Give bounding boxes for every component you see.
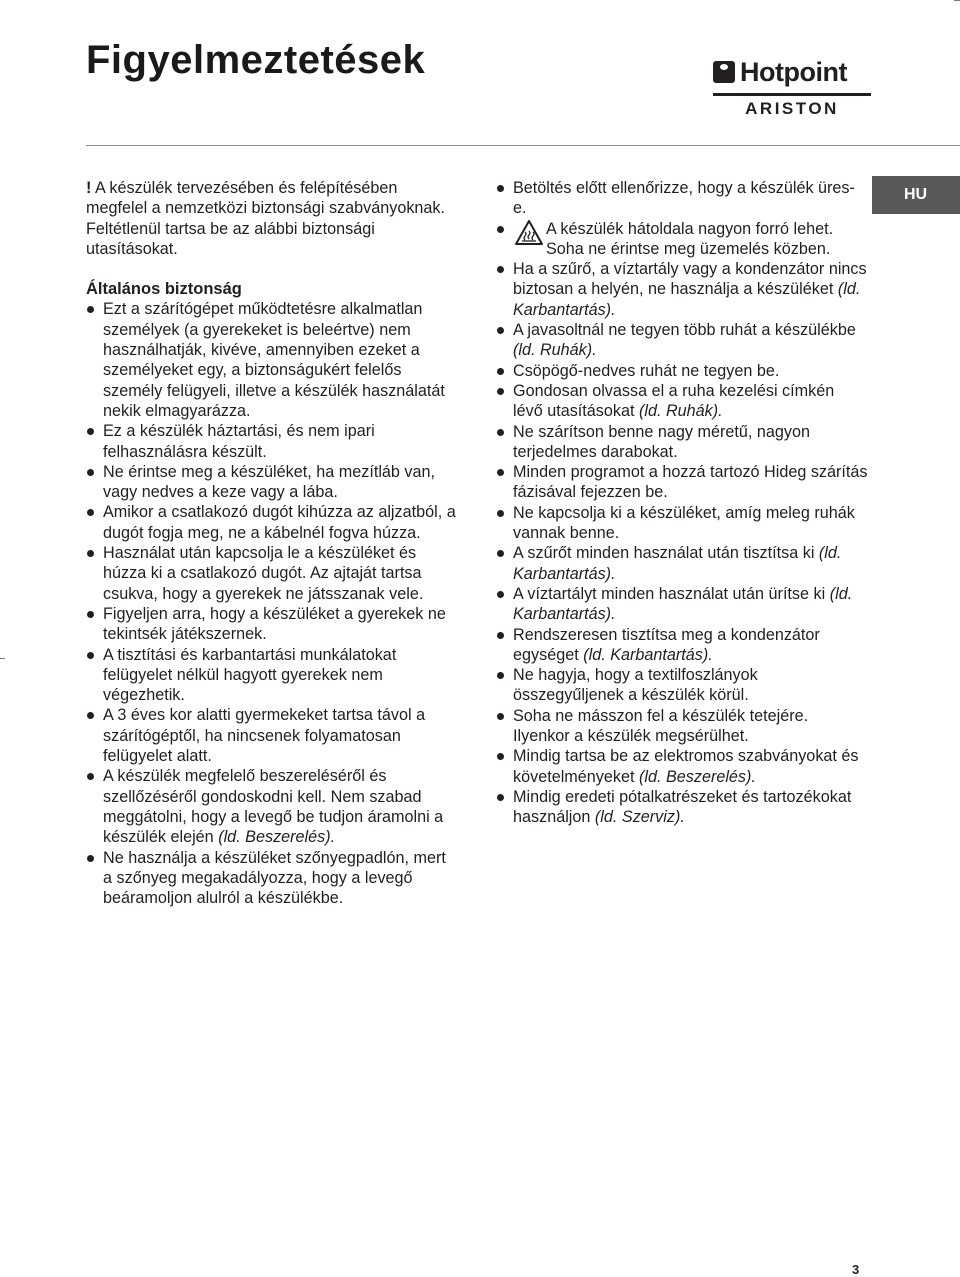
list-item bbox=[496, 746, 868, 787]
list-item bbox=[86, 502, 456, 543]
list-item-text: Ez a készülék háztartási, és nem ipari felhasználásra készült. bbox=[103, 422, 375, 461]
list-item-text: Soha ne másszon fel a készülék tetejére. Ilyenkor a készülék megsérülhet. bbox=[513, 706, 809, 746]
list-item bbox=[496, 584, 868, 625]
brand-logo bbox=[713, 55, 871, 125]
corner-tick bbox=[954, 0, 960, 1]
list-item-text: Ne hagyja, hogy a textilfoszlányok összegyűljenek a készülék körül. bbox=[513, 666, 758, 705]
list-item bbox=[496, 787, 868, 828]
logo-divider bbox=[713, 93, 871, 96]
list-item bbox=[496, 361, 868, 381]
hotpoint-mark-icon bbox=[713, 61, 735, 83]
warning-text: A készülék hátoldala nagyon forró lehet. Soha ne érintse meg üzemelés közben. bbox=[546, 219, 834, 258]
list-item-text: Figyeljen arra, hogy a készüléket a gyerekek ne tekintsék játékszernek. bbox=[103, 604, 446, 644]
margin-tick bbox=[0, 658, 5, 659]
list-item-text: A víztartályt minden használat után ürítse ki bbox=[513, 584, 830, 603]
list-item-text: Gondosan olvassa el a ruha kezelési címkén lévő utasításokat bbox=[513, 381, 835, 421]
cross-reference: (ld. Beszerelés). bbox=[638, 767, 756, 786]
list-item bbox=[496, 665, 868, 706]
list-item-text: Mindig eredeti pótalkatrészeket és tartozékokat használjon bbox=[513, 787, 852, 827]
brand-name: Hotpoint bbox=[740, 56, 847, 87]
language-tab: HU bbox=[872, 176, 960, 214]
brand-subname: ARISTON bbox=[745, 99, 839, 118]
list-item-text: A szűrőt minden használat után tisztítsa ki bbox=[513, 544, 819, 563]
page-title: Figyelmeztetések bbox=[86, 38, 426, 82]
list-item bbox=[86, 421, 456, 462]
list-item-text: Ne érintse meg a készüléket, ha mezítláb van, vagy nedves a keze vagy a lába. bbox=[103, 462, 436, 502]
cross-reference: (ld. Karbantartás). bbox=[513, 584, 853, 624]
page-number: 3 bbox=[852, 1262, 860, 1277]
list-item-text: Ezt a szárítógépet működtetésre alkalmatlan személyek (a gyerekeket is beleértve) nem használhatják, kivéve, amennyiben ezeket a személyeket egy, a biztonságukért felelős személy felügyeli, illetve a készülék használatát nekik elmagyarázza. bbox=[103, 300, 445, 420]
header-divider bbox=[86, 145, 960, 146]
list-item-text: Csöpögő-nedves ruhát ne tegyen be. bbox=[513, 361, 780, 380]
list-item-text: A javasoltnál ne tegyen több ruhát a készülékbe bbox=[513, 321, 856, 340]
cross-reference: (ld. Beszerelés). bbox=[218, 828, 336, 847]
hot-surface-warning-icon bbox=[514, 219, 544, 247]
left-safety-list bbox=[86, 299, 456, 908]
right-column bbox=[496, 178, 868, 828]
list-item bbox=[86, 604, 456, 645]
list-item-text: Betöltés előtt ellenőrizze, hogy a készülék üres-e. bbox=[513, 179, 855, 218]
list-item bbox=[86, 543, 456, 604]
cross-reference: (ld. Karbantartás). bbox=[583, 645, 713, 664]
left-column bbox=[86, 178, 456, 908]
list-item-text: A készülék megfelelő beszereléséről és szellőzéséről gondoskodni kell. Nem szabad meggátolni, hogy a levegő be tudjon áramolni a készülék elején bbox=[103, 767, 444, 847]
list-item bbox=[496, 320, 868, 361]
list-item-text: Rendszeresen tisztítsa meg a kondenzátor egységet bbox=[513, 625, 820, 664]
list-item bbox=[496, 381, 868, 422]
cross-reference: (ld. Szerviz). bbox=[594, 808, 685, 827]
list-item bbox=[86, 705, 456, 766]
list-item bbox=[496, 706, 868, 747]
list-item-text: Ha a szűrő, a víztartály vagy a kondenzátor nincs biztosan a helyén, ne használja a készüléket bbox=[513, 260, 867, 299]
cross-reference: (ld. Karbantartás). bbox=[513, 544, 842, 583]
list-item bbox=[496, 462, 868, 503]
list-item-text: A 3 éves kor alatti gyermekeket tartsa távol a szárítógéptől, ha nincsenek folyamatosan felügyelet alatt. bbox=[103, 706, 426, 766]
list-item-text: Minden programot a hozzá tartozó Hideg szárítás fázisával fejezzen be. bbox=[513, 463, 868, 502]
list-item bbox=[496, 625, 868, 666]
hot-surface-warning-item bbox=[496, 219, 868, 260]
cross-reference: (ld. Ruhák). bbox=[638, 402, 723, 421]
list-item bbox=[496, 422, 868, 463]
list-item bbox=[496, 178, 868, 219]
list-item bbox=[86, 462, 456, 503]
intro-paragraph bbox=[86, 178, 456, 259]
list-item-text: Amikor a csatlakozó dugót kihúzza az aljzatból, a dugót fogja meg, ne a kábelnél fogva húzza. bbox=[103, 503, 456, 542]
list-item-text: Ne szárítson benne nagy méretű, nagyon terjedelmes darabokat. bbox=[513, 422, 810, 461]
list-item-text: A tisztítási és karbantartási munkálatokat felügyelet nélkül hagyott gyerekek nem végezhetik. bbox=[103, 645, 397, 705]
list-item bbox=[496, 503, 868, 544]
list-item bbox=[86, 299, 456, 421]
intro-text: A készülék tervezésében és felépítésében megfelel a nemzetközi biztonsági szabványoknak. Feltétlenül tartsa be az alábbi biztonsági utasításokat. bbox=[86, 179, 446, 258]
list-item bbox=[496, 543, 868, 584]
list-item-text: Használat után kapcsolja le a készüléket és húzza ki a csatlakozó dugót. Az ajtaját tartsa csukva, hogy a gyerekek ne játsszanak vele. bbox=[103, 544, 424, 603]
list-item-text: Ne használja a készüléket szőnyegpadlón, mert a szőnyeg megakadályozza, hogy a levegő beáramoljon alulról a készülékbe. bbox=[103, 848, 446, 908]
section-heading: Általános biztonság bbox=[86, 280, 242, 299]
list-item bbox=[86, 766, 456, 847]
list-item-text: Ne kapcsolja ki a készüléket, amíg meleg ruhák vannak benne. bbox=[513, 503, 855, 543]
list-item-text: Mindig tartsa be az elektromos szabványokat és követelményeket bbox=[513, 747, 859, 786]
list-item bbox=[496, 259, 868, 320]
list-item bbox=[86, 645, 456, 706]
list-item bbox=[86, 848, 456, 909]
warning-marker: ! bbox=[86, 179, 92, 197]
right-safety-list bbox=[496, 178, 868, 828]
cross-reference: (ld. Ruhák). bbox=[513, 341, 597, 360]
cross-reference: (ld. Karbantartás). bbox=[513, 280, 861, 319]
